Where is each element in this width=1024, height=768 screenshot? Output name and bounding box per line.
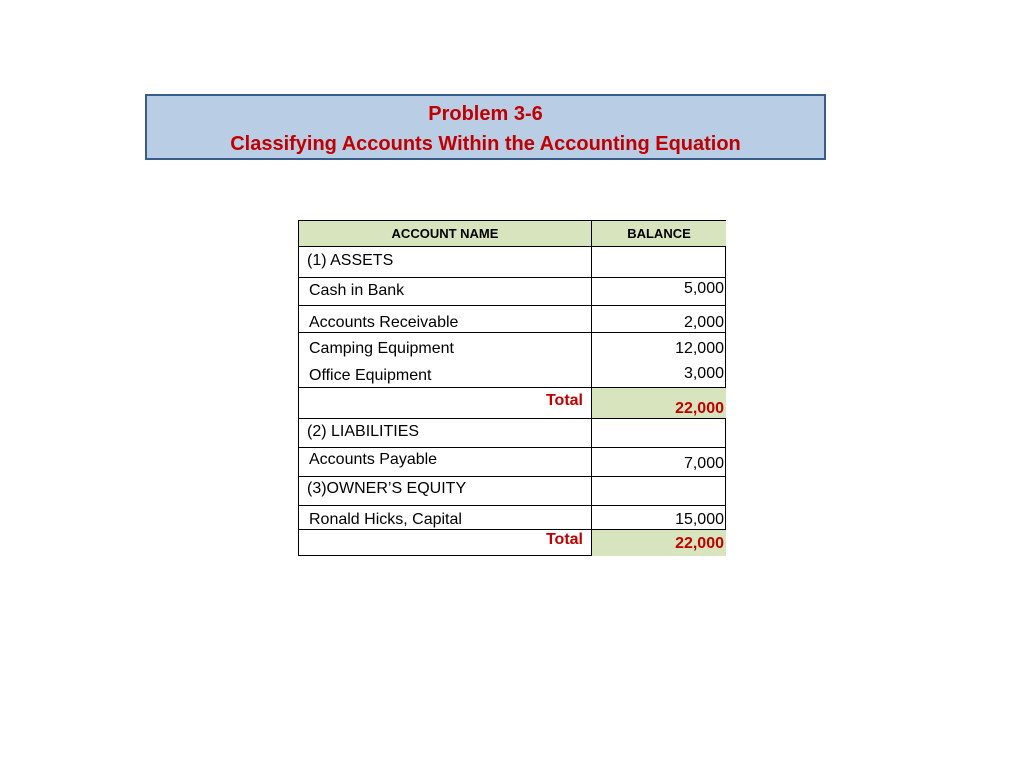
title-box [145, 94, 826, 160]
table-row [299, 333, 726, 359]
account-name: Office Equipment [309, 367, 432, 384]
table-row [299, 506, 726, 529]
table-header-row [299, 221, 726, 246]
table-row [299, 247, 726, 277]
table-row [299, 306, 726, 332]
liabilities-heading: (2) LIABILITIES [307, 423, 420, 440]
account-name: Camping Equipment [309, 340, 454, 357]
header-balance: BALANCE [627, 226, 691, 241]
account-balance: 15,000 [675, 511, 724, 528]
table-row [299, 448, 726, 476]
equity-total-value: 22,000 [675, 535, 724, 552]
assets-total-value: 22,000 [675, 400, 724, 417]
account-balance: 2,000 [683, 314, 724, 331]
account-balance: 7,000 [683, 455, 724, 472]
account-balance: 5,000 [683, 280, 724, 297]
assets-total-row [299, 388, 726, 418]
assets-total-label: Total [545, 392, 583, 409]
equity-total-row [299, 530, 726, 556]
table-row [299, 278, 726, 305]
account-name: Cash in Bank [309, 282, 405, 299]
assets-heading: (1) ASSETS [307, 252, 394, 269]
equity-heading: (3)OWNER’S EQUITY [307, 480, 467, 497]
problem-number: Problem 3-6 [428, 103, 543, 125]
problem-title: Classifying Accounts Within the Accounting Equation [230, 133, 741, 155]
account-name: Ronald Hicks, Capital [309, 511, 462, 528]
table-row [299, 477, 726, 505]
header-account-name: ACCOUNT NAME [299, 221, 592, 246]
table-row [299, 419, 726, 447]
account-balance: 3,000 [683, 365, 724, 382]
account-balance: 12,000 [675, 340, 724, 357]
accounts-table [298, 220, 726, 556]
account-name: Accounts Receivable [309, 314, 459, 331]
account-name: Accounts Payable [309, 451, 438, 468]
equity-total-label: Total [545, 531, 583, 548]
table-row [299, 359, 726, 387]
